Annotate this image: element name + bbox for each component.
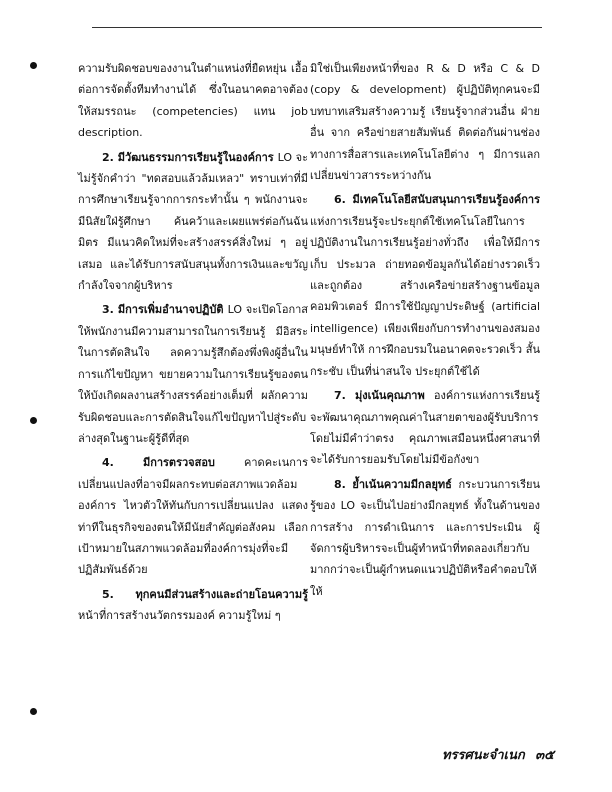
left-column — [78, 58, 308, 630]
paragraph — [310, 58, 540, 186]
item-heading: ทุกคนมีส่วนสร้างและถ่ายโอนความรู้ — [135, 587, 308, 601]
item-heading: มีการเพิ่มอำนาจปฏิบัติ — [117, 303, 228, 317]
binding-hole-mark — [30, 62, 37, 69]
paragraph-text: คาดคะเนการเปลี่ยนแปลงที่อาจมีผลกระทบต่อสภาพแวดล้อมองค์การ ไหวตัวให้ทันกับการเปลี่ยนแปลง แสดงท่าทีในธุรกิจของตนให้มีนัยสำคัญต่อสังคม เลือกเป้าหมายในสภาพแวดล้อมที่องค์การมุ่งที่จะมีปฏิสัมพันธ์ด้วย — [78, 456, 308, 577]
item-number: 2. — [102, 150, 118, 164]
paragraph-text: LO จะเปิดโอกาสให้พนักงานมีความสามารถในการเรียนรู้ มีอิสระในการตัดสินใจ ลดความรู้สึกต้องพึ่งพิงผู้อื่นในการแก้ไขปัญหา ขยายความในการเรียนรู้ของตนให้บังเกิดผลงานสร้างสรรค์อย่างเต็มที่ ผลักความรับผิดชอบและการตัดสินใจแก้ไขปัญหาไปสู่ระดับล่างสุดในฐานะผู้รู้ดีที่สุด — [78, 303, 308, 445]
paragraph-text: องค์การแห่งการเรียนรู้จะพัฒนาคุณภาพคุณค่าในสายตาของผู้รับบริการโดยไม่มีคำว่าตรง คุณภาพเสมือนหนึ่งศาสนาที่จะได้รับการยอมรับโดยไม่มีข้อกังขา — [310, 389, 540, 467]
item-heading: มีวัฒนธรรมการเรียนรู้ในองค์การ — [117, 150, 278, 164]
page-number: ๓๕ — [535, 748, 554, 763]
paragraph — [310, 474, 540, 602]
item-number: 5. — [102, 587, 136, 601]
binding-hole-mark — [30, 708, 37, 715]
right-column — [310, 58, 540, 605]
item-heading: มีเทคโนโลยีสนับสนุนการเรียนรู้องค์การ — [352, 193, 540, 207]
item-number: 7. — [334, 389, 356, 403]
item-number: 8. — [334, 477, 353, 491]
journal-name: ทรรศนะจำเนก — [441, 748, 525, 763]
paragraph-text: กระบวนการเรียนรู้ของ LO จะเป็นไปอย่างมีกลยุทธ์ ทั้งในด้านของการสร้าง การดำเนินการ และการประเมิน ผู้จัดการผู้บริหารจะเป็นผู้ทำหน้าที่ทดลองเกี่ยวกับมากกว่าจะเป็นผู้กำหนดแนวปฏิบัติหรือคำตอบให้ให้ — [310, 477, 540, 598]
paragraph — [310, 189, 540, 382]
paragraph-text: หน้าที่การสร้างนวัตกรรมองค์ ความรู้ใหม่ ๆ — [78, 609, 281, 623]
paragraph — [310, 385, 540, 471]
paragraph-text: มิใช่เป็นเพียงหน้าที่ของ R & D หรือ C & D (copy & development) ผู้ปฏิบัติทุกคนจะมีบทบาทเสริมสร้างความรู้ เรียนรู้จากส่วนอื่น ฝ่ายอื่น จาก ครือข่ายสายสัมพันธ์ ติดต่อกันผ่านช่องทางการสื่อสารและเทคโนโลยีต่าง ๆ มีการแลกเปลี่ยนข่าวสารระหว่างกัน — [310, 62, 540, 183]
top-rule — [92, 27, 542, 28]
paragraph — [78, 147, 308, 297]
item-number: 3. — [102, 303, 118, 317]
paragraph-text: ความรับผิดชอบของงานในตำแหน่งที่ยืดหยุ่น เอื้อต่อการจัดตั้งทีมทำงานได้ ซึ่งในอนาคตอาจต้องให้สมรรถนะ (competencies) แทน job description. — [78, 62, 308, 140]
paragraph — [78, 452, 308, 580]
page-footer — [436, 744, 554, 765]
item-heading: มุ่งเน้นคุณภาพ — [355, 389, 434, 403]
item-number: 4. — [102, 456, 143, 470]
paragraph — [78, 584, 308, 627]
item-heading: มีการตรวจสอบ — [142, 456, 245, 470]
paragraph — [78, 58, 308, 144]
paragraph — [78, 299, 308, 449]
paragraph-text: แห่งการเรียนรู้จะประยุกต์ใช้เทคโนโลยีในการปฏิบัติงานในการเรียนรู้อย่างทั่วถึง เพื่อให้มีการเก็บ ประมวล ถ่ายทอดข้อมูลกันได้อย่างรวดเร็วและถูกต้อง สร้างเครือข่ายสร้างฐานข้อมูลคอมพิวเตอร์ มีการใช้ปัญญาประดิษฐ์ (artificial intelligence) เพียงเพียงกับการทำงานของสมองมนุษย์ทำให้ การฝึกอบรมในอนาคตจะรวดเร็ว สั้นกระชับ เป็นที่น่าสนใจ ประยุกต์ใช้ได้ — [310, 214, 540, 378]
item-heading: ย้ำเน้นความมีกลยุทธ์ — [352, 477, 459, 491]
item-number: 6. — [334, 193, 353, 207]
paragraph-text: LO จะไม่รู้จักคำว่า "ทดสอบแล้วล้มเหลว" ทราบเท่าที่มีการศึกษาเรียนรู้จากการกระทำนั้น ๆ พนักงานจะมีนิสัยใฝ่รู้ศึกษา ค้นคว้าและเผยแพร่ต่อกันฉันมิตร มีแนวคิดใหม่ที่จะสร้างสรรค์สิ่งใหม่ ๆ อยู่เสมอ และได้รับการสนับสนุนทั้งการเงินและขวัญกำลังใจจากผู้บริหาร — [78, 150, 308, 293]
binding-hole-mark — [30, 417, 37, 424]
